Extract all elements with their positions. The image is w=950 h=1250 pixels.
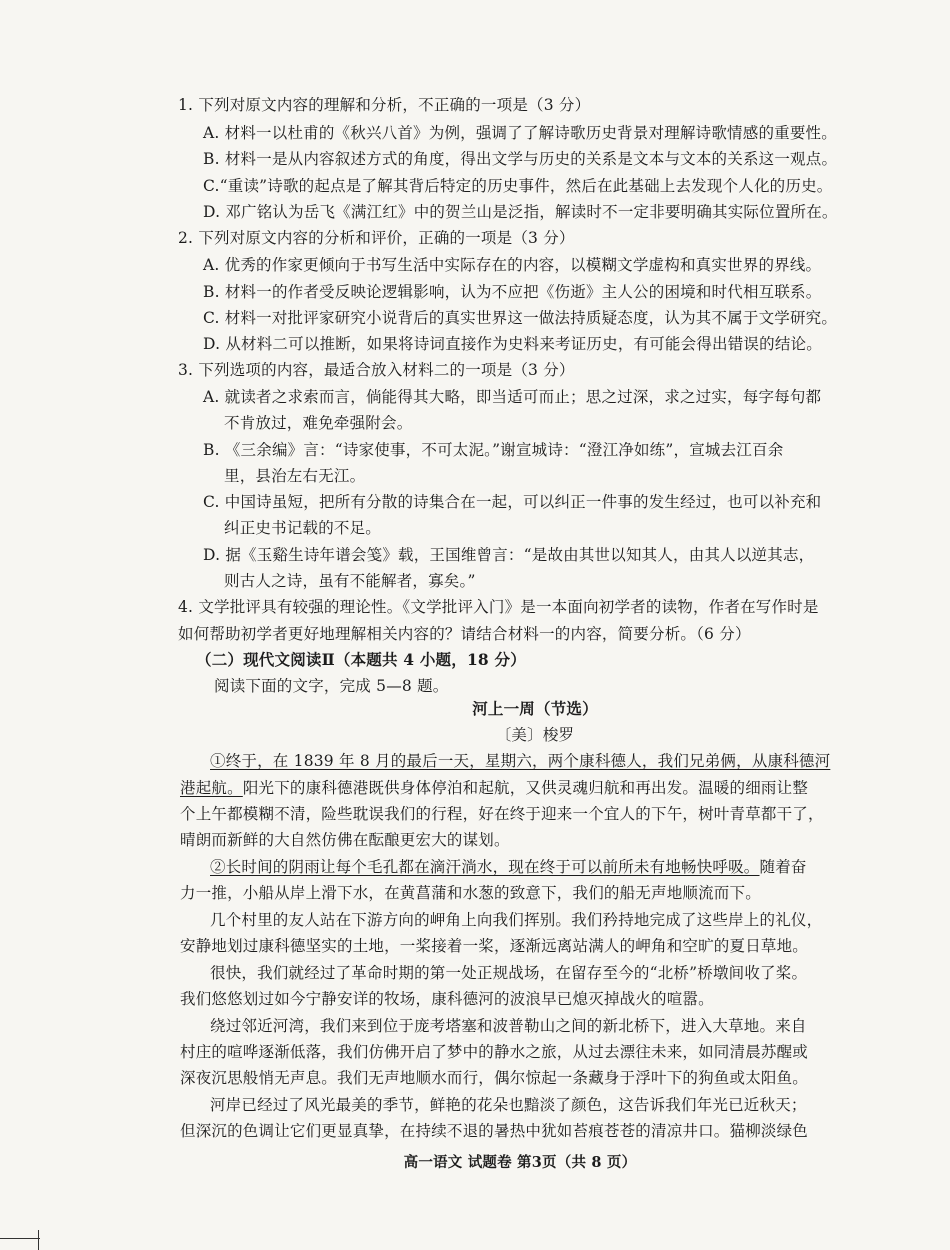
q3-option-a: A. 就读者之求索而言，倘能得其大略，即当适可而止；思之过深，求之过实，每字每句都 [203,388,822,406]
crop-mark [38,1230,39,1250]
passage-title: 河上一周（节选） [472,699,598,718]
passage-line: 深夜沉思般悄无声息。我们无声地顺水而行，偶尔惊起一条藏身于浮叶下的狗鱼或太阳鱼。 [180,1069,809,1087]
q3-option-b-cont: 里，县治左右无江。 [224,467,366,485]
q1-option-a: A. 材料一以杜甫的《秋兴八首》为例，强调了了解诗歌历史背景对理解诗歌情感的重要性。 [203,124,837,142]
section-heading: （二）现代文阅读Ⅱ（本题共 4 小题，18 分） [196,650,526,669]
q3-option-a-cont: 不肯放过，难免牵强附会。 [224,414,413,432]
passage-line: 但深沉的色调让它们更显真挚，在持续不退的暑热中犹如苔痕苍苍的清凉井口。猫柳淡绿色 [180,1122,809,1140]
q1-stem: 1. 下列对原文内容的理解和分析，不正确的一项是（3 分） [178,96,591,114]
passage-text: 随着奋 [759,858,807,876]
q3-option-b: B. 《三余编》言：“诗家使事，不可太泥。”谢宣城诗：“澄江净如练”，宣城去江百余 [203,441,784,459]
q1-option-d: D. 邓广铭认为岳飞《满江红》中的贺兰山是泛指，解读时不一定非要明确其实际位置所在。 [203,203,838,221]
passage-line: 晴朗而新鲜的大自然仿佛在酝酿更宏大的谋划。 [180,831,510,849]
q4-line-1: 4. 文学批评具有较强的理论性。《文学批评入门》是一本面向初学者的读物，作者在写作时是 [178,598,819,616]
passage-line [210,854,807,880]
page-footer: 高一语文 试题卷 第3页（共 8 页） [403,1154,637,1171]
q2-option-d: D. 从材料二可以推断，如果将诗词直接作为史料来考证历史，有可能会得出错误的结论。 [203,335,822,353]
underlined-phrase: ②长时间的阴雨让每个毛孔都在滴汗淌水，现在终于可以前所未有地畅快呼吸。 [210,858,760,876]
q3-option-d: D. 据《玉谿生诗年谱会笺》载，王国维曾言：“是故由其世以知其人，由其人以逆其志， [203,546,815,564]
crop-mark [0,1238,40,1239]
q2-option-c: C. 材料一对批评家研究小说背后的真实世界这一做法持质疑态度，认为其不属于文学研究。 [203,309,838,327]
passage-line: 村庄的喧哗逐渐低落，我们仿佛开启了梦中的静水之旅，从过去漂往未来，如同清晨苏醒或 [180,1043,809,1061]
passage-line [180,775,808,801]
q3-option-d-cont: 则古人之诗，虽有不能解者，寡矣。” [224,572,476,590]
q3-option-c-cont: 纠正史书记载的不足。 [224,519,382,537]
passage-line: 河岸已经过了风光最美的季节，鲜艳的花朵也黯淡了颜色，这告诉我们年光已近秋天； [210,1096,807,1114]
passage-line: 绕过邻近河湾，我们来到位于庞考塔塞和波普勒山之间的新北桥下，进入大草地。来自 [210,1017,807,1035]
q2-option-b: B. 材料一的作者受反映论逻辑影响，认为不应把《伤逝》主人公的困境和时代相互联系。 [203,283,822,301]
q3-option-c: C. 中国诗虽短，把所有分散的诗集合在一起，可以纠正一件事的发生经过，也可以补充和 [203,493,822,511]
q2-option-a: A. 优秀的作家更倾向于书写生活中实际存在的内容，以模糊文学虚构和真实世界的界线。 [203,256,822,274]
passage-line: ①终于，在 1839 年 8 月的最后一天，星期六，两个康科德人，我们兄弟俩，从康科德河 [210,752,831,770]
passage-line: 我们悠悠划过如今宁静安详的牧场，康科德河的波浪早已熄灭掉战火的喧嚣。 [180,990,714,1008]
q1-option-c: C.“重读”诗歌的起点是了解其背后特定的历史事件，然后在此基础上去发现个人化的历史。 [203,177,833,195]
passage-line: 个上午都模糊不清，险些耽误我们的行程，好在终于迎来一个宜人的下午，树叶青草都干了， [180,805,824,823]
section-instruction: 阅读下面的文字，完成 5—8 题。 [214,677,449,695]
passage-line: 很快，我们就经过了革命时期的第一处正规战场，在留存至今的“北桥”桥墩间收了桨。 [210,964,808,982]
q1-option-b: B. 材料一是从内容叙述方式的角度，得出文学与历史的关系是文本与文本的关系这一观点。 [203,150,838,168]
passage-line: 几个村里的友人站在下游方向的岬角上向我们挥别。我们矜持地完成了这些岸上的礼仪， [210,911,823,929]
q3-stem: 3. 下列选项的内容，最适合放入材料二的一项是（3 分） [178,361,575,379]
passage-text: 阳光下的康科德港既供身体停泊和起航，又供灵魂归航和再出发。温暖的细雨让整 [242,779,809,797]
underlined-phrase: 港起航。 [180,779,243,797]
passage-line: 力一推，小船从岸上滑下水，在黄菖蒲和水葱的致意下，我们的船无声地顺流而下。 [180,884,761,902]
passage-author: 〔美〕梭罗 [495,726,575,744]
q2-stem: 2. 下列对原文内容的分析和评价，正确的一项是（3 分） [178,229,575,247]
passage-line: 安静地划过康科德坚实的土地，一桨接着一桨，逐渐远离站满人的岬角和空旷的夏日草地。 [180,937,809,955]
q4-line-2: 如何帮助初学者更好地理解相关内容的？请结合材料一的内容，简要分析。（6 分） [178,625,751,643]
